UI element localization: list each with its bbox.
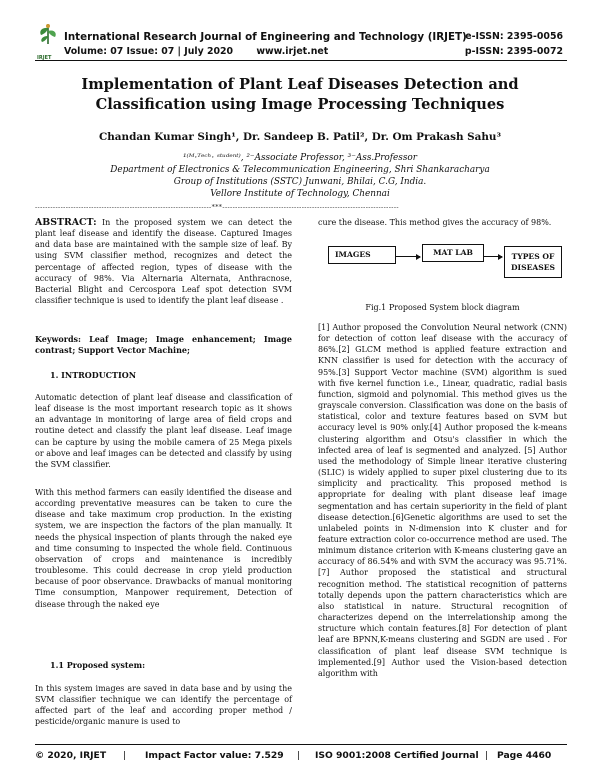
diagram-box-images: IMAGES <box>328 246 396 264</box>
section-separator: ---------------------------------------------------------------------***--------------------------------------------------------------------- <box>35 203 399 211</box>
affiliation-vit: Vellore Institute of Technology, Chennai <box>210 189 390 199</box>
related-work-text: [1] Author proposed the Convolution Neural network (CNN) for detection of cotton leaf disease with the accuracy of 86%.[2] GLCM method is applied feature extraction and KNN classifier is used for detection with the accuracy of 95%.[3] Support Vector machine (SVM) algorithm is sued with five kernel function i.e., Linear, quadratic, radial basis function, sigmoid and polynomial. This method gives us the grayscale conversion. Classification was done on the basis of statistical, color and texture features based on SVM but accuracy level is 90% only.[4] Author proposed the k-means clustering algorithm and Otsu's classifier in which the infected area of leaf is segmented and analyzed. [5] Author used the methodology of Simple linear iterative clustering (SLIC) is widely applied to super pixel clustering due to its simplicity and practicality. This proposed method is appropriate for dealing with plant disease leaf image segmentation and has certain superiority in the field of plant disease detection.[6]Genetic algorithms are used to set the unlabeled points in N-dimension into K cluster and for feature extraction color co-occurrence method are used. The minimum distance criterion with K-means clustering gave an accuracy of 86.54% and with SVM the accuracy was 95.71%.[7] Author proposed the statistical and structural recognition method. The statistical recognition of patterns totally depends upon the pattern characteristics which are also statistical in nature. Structural recognition of characterizes depend on the interrelationship among the structure which contain features.[8] For detection of plant leaf are BPNN,K-means clustering and SGDN are used . For classification of plant leaf disease SVM technique is implemented.[9] Author used the Vision-based detection algorithm with <box>318 323 567 678</box>
abstract <box>35 217 292 306</box>
p-issn: p-ISSN: 2395-0072 <box>464 46 563 57</box>
intro-paragraph-1: Automatic detection of plant leaf disease and classification of leaf disease is the most important research topic as it shows an advantage in monitoring of large area of field crops and routine detect and classify the plant leaf disease. Leaf image can be capture by using the mobile camera of 25 Mega pixels or above and leaf images can be detected and classify by using the SVM classifier. <box>35 393 292 469</box>
journal-website[interactable]: www.irjet.net <box>256 46 329 57</box>
paper-authors: Chandan Kumar Singh¹, Dr. Sandeep B. Patil², Dr. Om Prakash Sahu³ <box>98 131 502 143</box>
irjet-logo-icon <box>35 22 61 54</box>
paper-title: Implementation of Plant Leaf Diseases Detection and Classification using Image Processing Techniques <box>81 76 519 113</box>
diagram-box-types-line1: TYPES OF <box>511 252 555 261</box>
journal-name: International Research Journal of Engineering and Technology (IRJET) <box>64 31 467 43</box>
footer-copyright: © 2020, IRJET <box>35 750 107 761</box>
proposed-system-text: In this system images are saved in data base and by using the SVM classifier technique we can identify the percentage of affected part of the leaf and according proper method / pesticide/organic manure is used to <box>35 684 292 727</box>
footer-impact: Impact Factor value: 7.529 <box>145 750 284 761</box>
intro-paragraph-2: With this method farmers can easily identified the disease and according preventative measures can be taken to cure the disease and take maximum crop production. In the existing system, we are inspection the factors of the plan manually. It needs the physical inspection of plants through the naked eye and time consuming to inspected the whole field. Continuous observation of crops and maintenance is incredibly troublesome. This could decrease in crop yield production because of poor observance. Drawbacks of manual monitoring Time consumption, Manpower requirement, Detection of disease through the naked eye <box>35 488 292 609</box>
affiliation-roles: ¹⁽ᴹ·ᵀᵉᶜʰ· ˢᵗᵘᵈᵉⁿᵗ⁾, ²⁻Associate Professor, ³⁻Ass.Professor <box>182 153 418 163</box>
footer-page: Page 4460 <box>497 750 552 761</box>
diagram-arrow-2 <box>484 256 502 257</box>
footer-rule <box>35 744 567 745</box>
intro-heading: 1. INTRODUCTION <box>50 370 137 380</box>
footer-separator-2: | <box>297 750 301 761</box>
block-diagram <box>318 232 567 292</box>
right-continuation: cure the disease. This method gives the accuracy of 98%. <box>318 218 552 227</box>
keywords: Keywords: Leaf Image; Image enhancement; Image contrast; Support Vector Machine; <box>35 334 292 356</box>
footer-separator-1: | <box>123 750 127 761</box>
diagram-arrow-1 <box>396 256 420 257</box>
logo-text: IRJET <box>37 55 52 61</box>
volume-info <box>64 46 348 57</box>
diagram-box-types <box>504 246 562 278</box>
e-issn: e-ISSN: 2395-0056 <box>465 31 563 42</box>
abstract-text: In the proposed system we can detect the plant leaf disease and identify the disease. Captured Images and data base are maintained with the sample size of leaf. By using SVM classifier method, recognizes and detect the percentage of affected region, types of disease with the accuracy of 98%. Via Alternaria Alternata, Anthracnose, Bacterial Blight and Cercospora Leaf spot detection SVM classifier technique is used to identify the plant leaf disease . <box>35 218 292 306</box>
diagram-box-matlab: MAT LAB <box>422 244 484 262</box>
footer-iso: ISO 9001:2008 Certified Journal <box>315 750 479 761</box>
footer-separator-3: | <box>485 750 489 761</box>
volume-issue: Volume: 07 Issue: 07 | July 2020 <box>64 46 234 57</box>
figure-caption: Fig.1 Proposed System block diagram <box>365 303 520 312</box>
diagram-box-types-line2: DISEASES <box>510 263 556 272</box>
affiliation-group: Group of Institutions (SSTC) Junwani, Bhilai, C.G, India. <box>173 177 427 187</box>
journal-header <box>0 0 600 64</box>
proposed-system-heading: 1.1 Proposed system: <box>50 660 146 670</box>
affiliation-department: Department of Electronics & Telecommunication Engineering, Shri Shankaracharya <box>110 165 490 175</box>
abstract-label: ABSTRACT: <box>35 217 97 228</box>
header-rule <box>35 60 567 61</box>
